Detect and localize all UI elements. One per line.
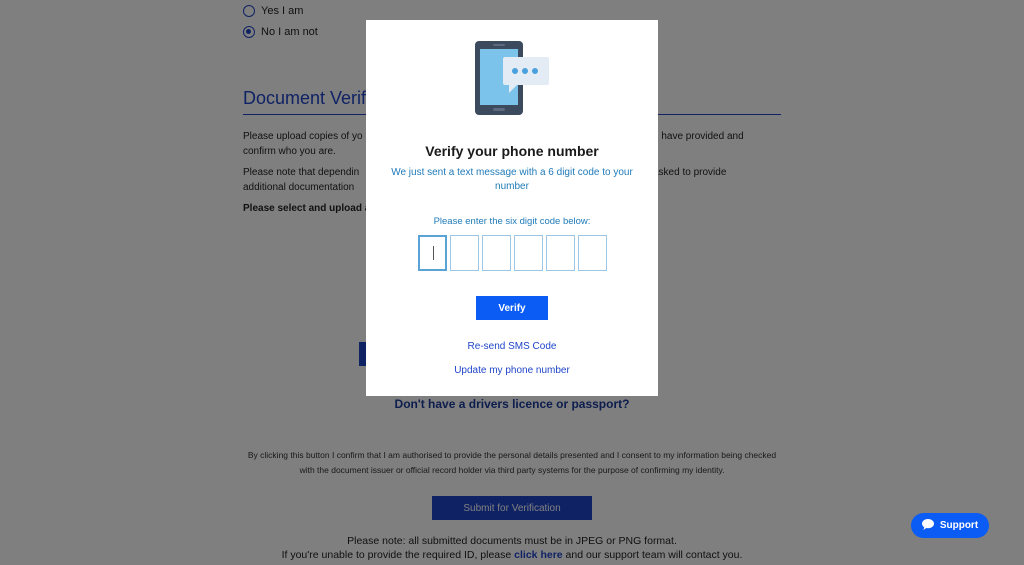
- support-button[interactable]: [911, 513, 989, 538]
- code-digit-input-5[interactable]: [546, 235, 575, 271]
- code-digit-input-6[interactable]: [578, 235, 607, 271]
- resend-sms-link[interactable]: Re-send SMS Code: [467, 341, 557, 352]
- support-label: Support: [939, 520, 979, 531]
- verify-phone-modal: [366, 20, 658, 396]
- code-digit-input-4[interactable]: [514, 235, 543, 271]
- phone-message-icon: [475, 41, 551, 117]
- chat-bubble-icon: [922, 519, 934, 533]
- code-digit-input-3[interactable]: [482, 235, 511, 271]
- code-input-group: [418, 235, 607, 271]
- modal-subtitle: We just sent a text message with a 6 digit code to your number: [391, 167, 633, 192]
- update-phone-link[interactable]: Update my phone number: [454, 365, 570, 376]
- code-digit-input-2[interactable]: [450, 235, 479, 271]
- code-digit-input-1[interactable]: [418, 235, 447, 271]
- verify-button[interactable]: Verify: [476, 296, 548, 320]
- modal-title: Verify your phone number: [425, 143, 599, 159]
- code-prompt: Please enter the six digit code below:: [433, 216, 591, 227]
